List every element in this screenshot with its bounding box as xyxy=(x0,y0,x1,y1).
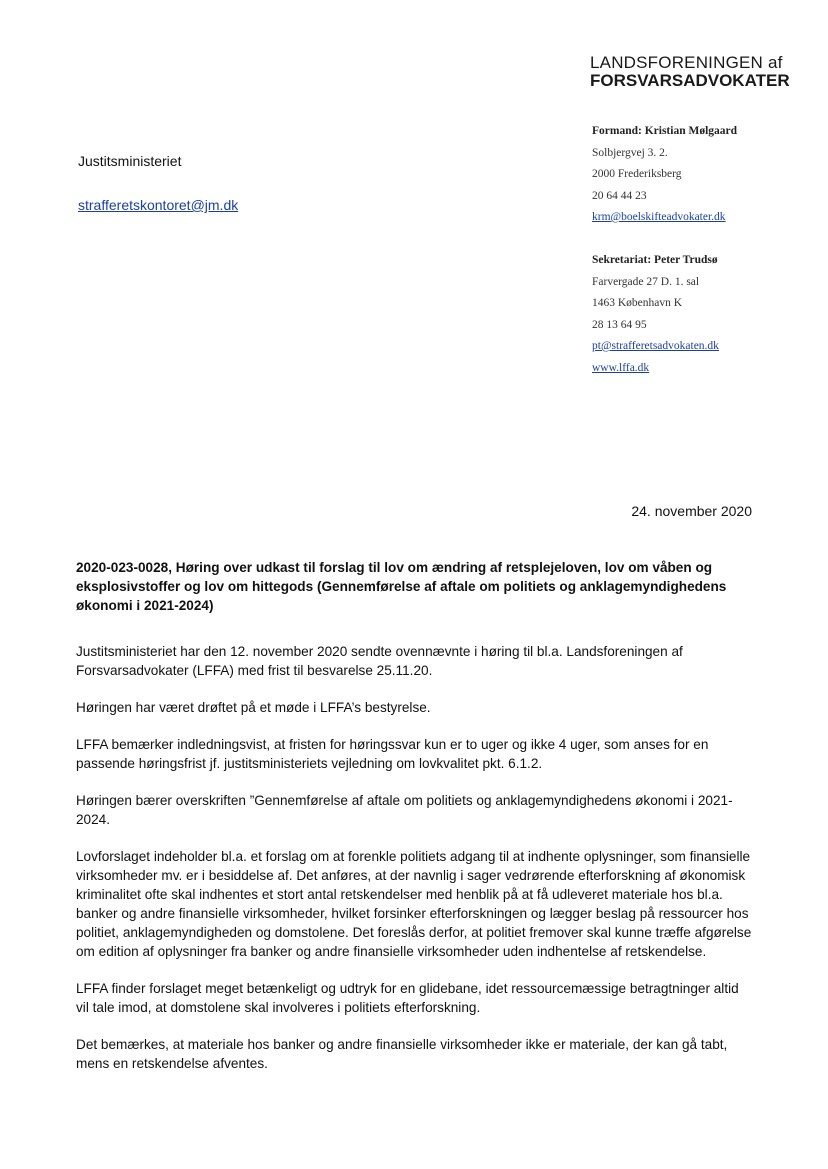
letter-date: 24. november 2020 xyxy=(631,503,752,519)
body-paragraph: Høringen bærer overskriften ”Gennemførelse af aftale om politiets og anklagemyndighedens økonomi i 2021-2024. xyxy=(76,793,733,827)
body-paragraph: Høringen har været drøftet på et møde i LFFA’s bestyrelse. xyxy=(76,700,431,715)
recipient-name: Justitsministeriet xyxy=(78,153,182,169)
body-paragraph: Det bemærkes, at materiale hos banker og andre finansielle virksomheder ikke er materiale, der kan gå tabt, mens en retskendelse afventes. xyxy=(76,1037,728,1071)
letter-subject: 2020-023-0028, Høring over udkast til forslag til lov om ændring af retsplejeloven, lov om våben og eksplosivstoffer og lov om hittegods (Gennemførelse af aftale om politiets og anklagemyndighedens økonomi i 2021-2024) xyxy=(76,560,727,613)
secretariat-contact-block xyxy=(592,250,719,379)
secretariat-street: Farvergade 27 D. 1. sal xyxy=(592,275,700,288)
chairman-heading: Formand: Kristian Mølgaard xyxy=(592,125,738,137)
secretariat-email-link[interactable]: pt@strafferetsadvokaten.dk xyxy=(592,340,719,352)
chairman-street: Solbjergvej 3. 2. xyxy=(592,146,668,159)
chairman-contact-block xyxy=(592,121,737,229)
secretariat-heading: Sekretariat: Peter Trudsø xyxy=(592,254,718,266)
logo-line-2: FORSVARSADVOKATER xyxy=(590,71,790,90)
chairman-phone: 20 64 44 23 xyxy=(592,189,647,202)
website-link[interactable]: www.lffa.dk xyxy=(592,361,650,374)
body-paragraph: Lovforslaget indeholder bl.a. et forslag om at forenkle politiets adgang til at indhente oplysninger, som finansielle virksomheder mv. er i besiddelse af. Det anføres, at der navnlig i sager vedrørende efterforskning af økonomisk kriminalitet ofte skal indhentes et stort antal retskendelser med henblik på at få udleveret materiale hos bl.a. banker og andre finansielle virksomheder, hvilket forsinker efterforskningen og lægger beslag på ressourcer hos politiet, anklagemyndigheden og domstolene. Det foreslås derfor, at politiet fremover skal kunne træffe afgørelse om edition af oplysninger fra banker og andre finansielle virksomheder uden indhentelse af retskendelse. xyxy=(76,849,752,959)
secretariat-phone: 28 13 64 95 xyxy=(592,318,647,331)
logo-line-1: LANDSFORENINGEN af xyxy=(590,53,783,72)
organization-logo xyxy=(590,54,790,90)
recipient-email-link[interactable]: strafferetskontoret@jm.dk xyxy=(78,197,239,213)
secretariat-city: 1463 København K xyxy=(592,297,683,309)
body-paragraph: Justitsministeriet har den 12. november 2020 sendte ovennævnte i høring til bl.a. Landsforeningen af Forsvarsadvokater (LFFA) med frist til besvarelse 25.11.20. xyxy=(76,644,683,678)
letter-body xyxy=(76,642,752,1091)
chairman-city: 2000 Frederiksberg xyxy=(592,168,682,180)
chairman-email-link[interactable]: krm@boelskifteadvokater.dk xyxy=(592,211,726,223)
body-paragraph: LFFA finder forslaget meget betænkeligt og udtryk for en glidebane, idet ressourcemæssige betragtninger altid vil tale imod, at domstolene skal involveres i politiets efterforskning. xyxy=(76,981,739,1015)
body-paragraph: LFFA bemærker indledningsvist, at fristen for høringssvar kun er to uger og ikke 4 uger, som anses for en passende høringsfrist jf. justitsministeriets vejledning om lovkvalitet pkt. 6.1.2. xyxy=(76,737,709,771)
